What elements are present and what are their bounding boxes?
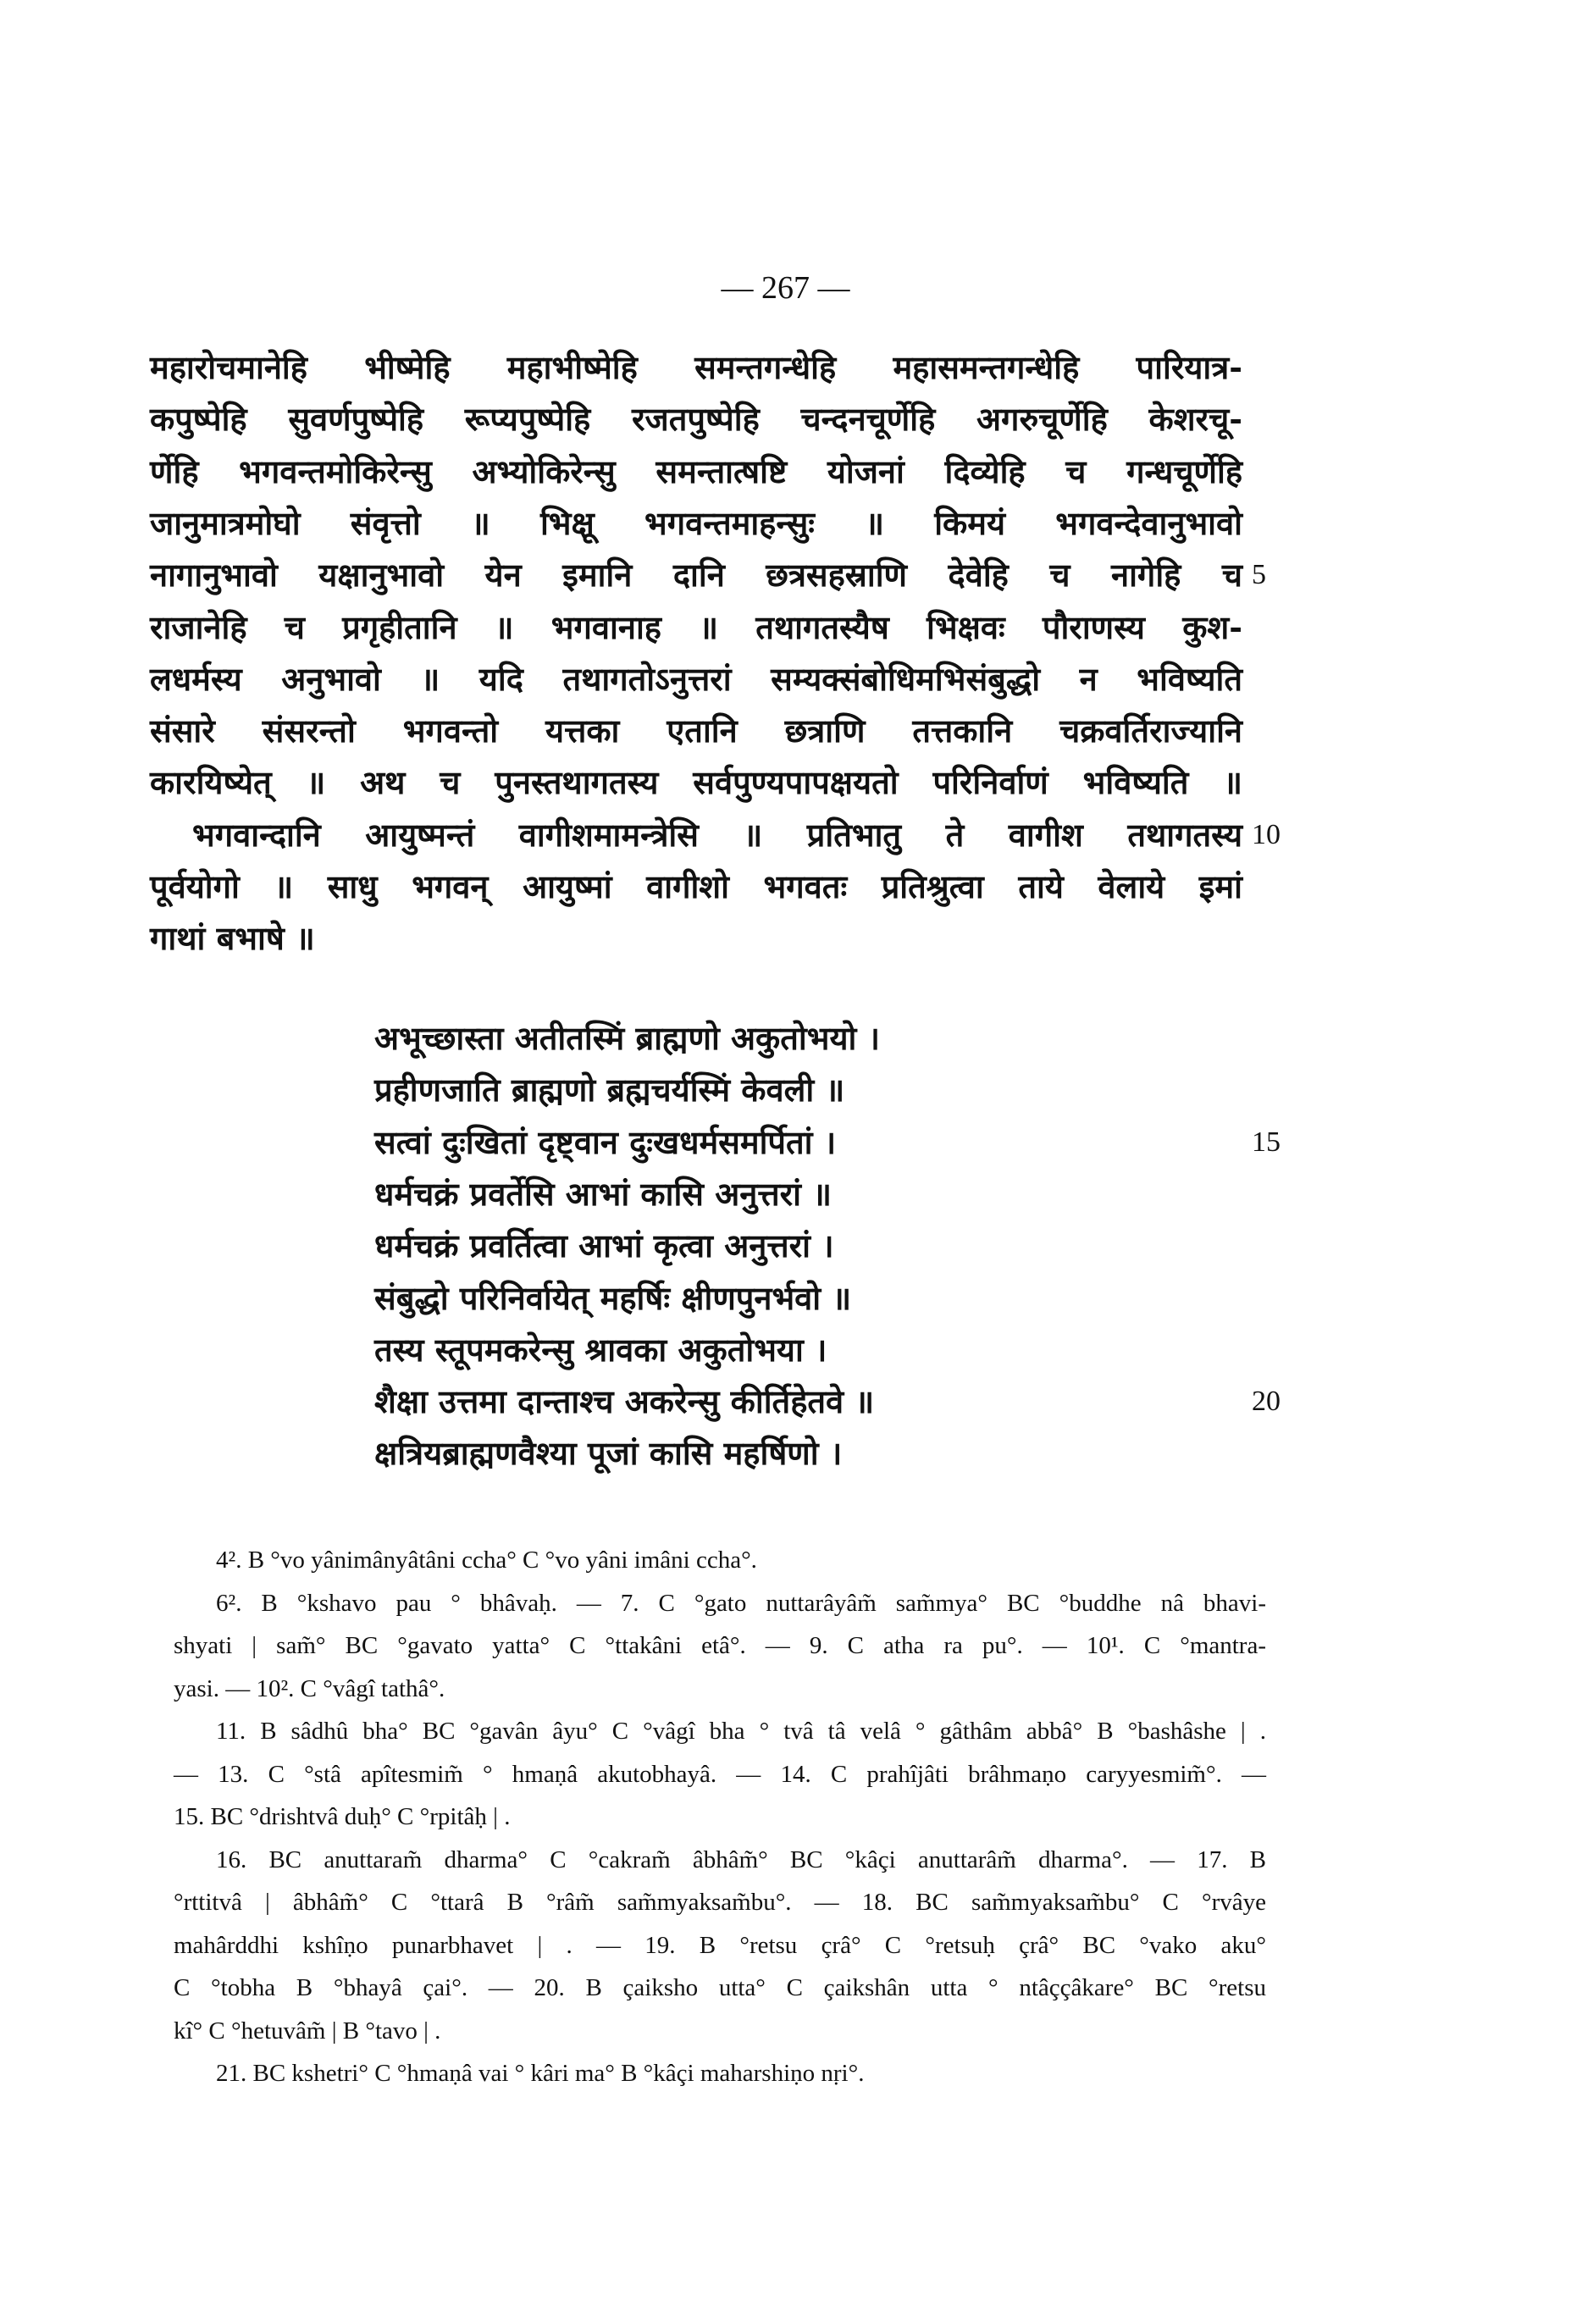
line-number: 10 [1252, 818, 1281, 850]
line-number: 15 [1252, 1126, 1281, 1158]
prose-line: लधर्मस्य अनुभावो ॥ यदि तथागतोऽनुत्तरां सम्यक्संबोधिमभिसंबुद्धो न भविष्यति [150, 659, 1242, 698]
verse-line: शैक्षा उत्तमा दान्ताश्च अकरेन्सु कीर्तिहेतवे ॥ [374, 1382, 875, 1421]
footnote-line: — 13. C °stâ apîtesmim̃ ° hmaṇâ akutobhayâ. — 14. C prahîjâti brâhmaṇo caryyesmim̃°. — [174, 1760, 1266, 1788]
prose-line: र्णेहि भगवन्तमोकिरेन्सु अभ्योकिरेन्सु समन्तात्षष्टि योजनां दिव्येहि च गन्धचूर्णेहि [150, 451, 1242, 490]
footnote-line: 21. BC kshetri° C °hmaṇâ vai ° kâri ma° B °kâçi maharshiṇo nṛi°. [216, 2060, 865, 2087]
verse-line: क्षत्रियब्राह्मणवैश्या पूजां कासि महर्षिणो । [374, 1434, 843, 1473]
prose-line: पूर्वयोगो ॥ साधु भगवन् आयुष्मां वागीशो भगवतः प्रतिश्रुत्वा ताये वेलाये इमां [150, 867, 1242, 905]
footnote-line: 16. BC anuttaram̃ dharma° C °cakram̃ âbhâm̃° BC °kâçi anuttarâm̃ dharma°. — 17. B [216, 1845, 1266, 1873]
prose-line: जानुमात्रमोघो संवृत्तो ॥ भिक्षू भगवन्तमाहन्सुः ॥ किमयं भगवन्देवानुभावो [150, 503, 1242, 542]
prose-line: गाथां बभाषे ॥ [150, 919, 315, 958]
footnote-line: shyati | sam̃° BC °gavato yatta° C °ttakâni etâ°. — 9. C atha ra pu°. — 10¹. C °mantra- [174, 1632, 1266, 1659]
footnote-line: 15. BC °drishtvâ duḥ° C °rpitâḥ | . [174, 1803, 511, 1830]
footnote-line: mahârddhi kshîṇo punarbhavet | . — 19. B °retsu çrâ° C °retsuḥ çrâ° BC °vako aku° [174, 1931, 1266, 1959]
prose-line: कारयिष्येत् ॥ अथ च पुनस्तथागतस्य सर्वपुण्यपापक्षयतो परिनिर्वाणं भविष्यति ॥ [150, 763, 1242, 802]
footnote-line: yasi. — 10². C °vâgî tathâ°. [174, 1674, 445, 1702]
footnote-line: kî° C °hetuvâm̃ | B °tavo | . [174, 2017, 441, 2045]
verse-line: संबुद्धो परिनिर्वायेत् महर्षिः क्षीणपुनर्भवो ॥ [374, 1278, 852, 1317]
footnote-line: 6². B °kshavo pau ° bhâvaḥ. — 7. C °gato nuttarâyâm̃ sam̃mya° BC °buddhe nâ bhavi- [216, 1589, 1266, 1617]
verse-line: तस्य स्तूपमकरेन्सु श्रावका अकुतोभया । [374, 1330, 827, 1369]
prose-line: संसारे संसरन्तो भगवन्तो यत्तका एतानि छत्राणि तत्तकानि चक्रवर्तिराज्यानि [150, 711, 1242, 750]
footnote-line: C °tobha B °bhayâ çai°. — 20. B çaiksho utta° C çaikshân utta ° ntâççâkare° BC °retsu [174, 1974, 1266, 2001]
verse-line: धर्मचक्रं प्रवर्तित्वा आभां कृत्वा अनुत्तरां । [374, 1226, 834, 1265]
prose-line: कपुष्पेहि सुवर्णपुष्पेहि रूप्यपुष्पेहि रजतपुष्पेहि चन्दनचूर्णेहि अगरुचूर्णेहि केशरचू- [150, 400, 1242, 439]
footnote-line: 4². B °vo yânimânyâtâni ccha° C °vo yâni imâni ccha°. [216, 1547, 757, 1574]
verse-line: प्रहीणजाति ब्राह्मणो ब्रह्मचर्यस्मिं केवली ॥ [374, 1071, 845, 1109]
line-number: 5 [1252, 559, 1266, 591]
prose-line: भगवान्दानि आयुष्मन्तं वागीशमामन्त्रेसि ॥ प्रतिभातु ते वागीश तथागतस्य [192, 815, 1242, 854]
footnote-line: °rttitvâ | âbhâm̃° C °ttarâ B °râm̃ sam̃myaksam̃bu°. — 18. BC sam̃myaksam̃bu° C °rvâye [174, 1889, 1266, 1916]
footnote-line: 11. B sâdhû bha° BC °gavân âyu° C °vâgî bha ° tvâ tâ velâ ° gâthâm abbâ° B °bashâshe | . [216, 1718, 1266, 1745]
verse-line: अभूच्छास्ता अतीतस्मिं ब्राह्मणो अकुतोभयो । [374, 1019, 880, 1057]
verse-line: सत्वां दुःखितां दृष्ट्वान दुःखधर्मसमर्पितां । [374, 1122, 837, 1161]
line-number: 20 [1252, 1386, 1281, 1418]
page-number: — 267 — [721, 270, 850, 306]
verse-line: धर्मचक्रं प्रवर्तेसि आभां कासि अनुत्तरां ॥ [374, 1174, 832, 1213]
prose-line: नागानुभावो यक्षानुभावो येन इमानि दानि छत्रसहस्राणि देवेहि च नागेहि च [150, 556, 1242, 595]
prose-line: महारोचमानेहि भीष्मेहि महाभीष्मेहि समन्तगन्धेहि महासमन्तगन्धेहि पारियात्र- [150, 348, 1242, 386]
prose-line: राजानेहि च प्रगृहीतानि ॥ भगवानाह ॥ तथागतस्यैष भिक्षवः पौराणस्य कुश- [150, 607, 1242, 646]
